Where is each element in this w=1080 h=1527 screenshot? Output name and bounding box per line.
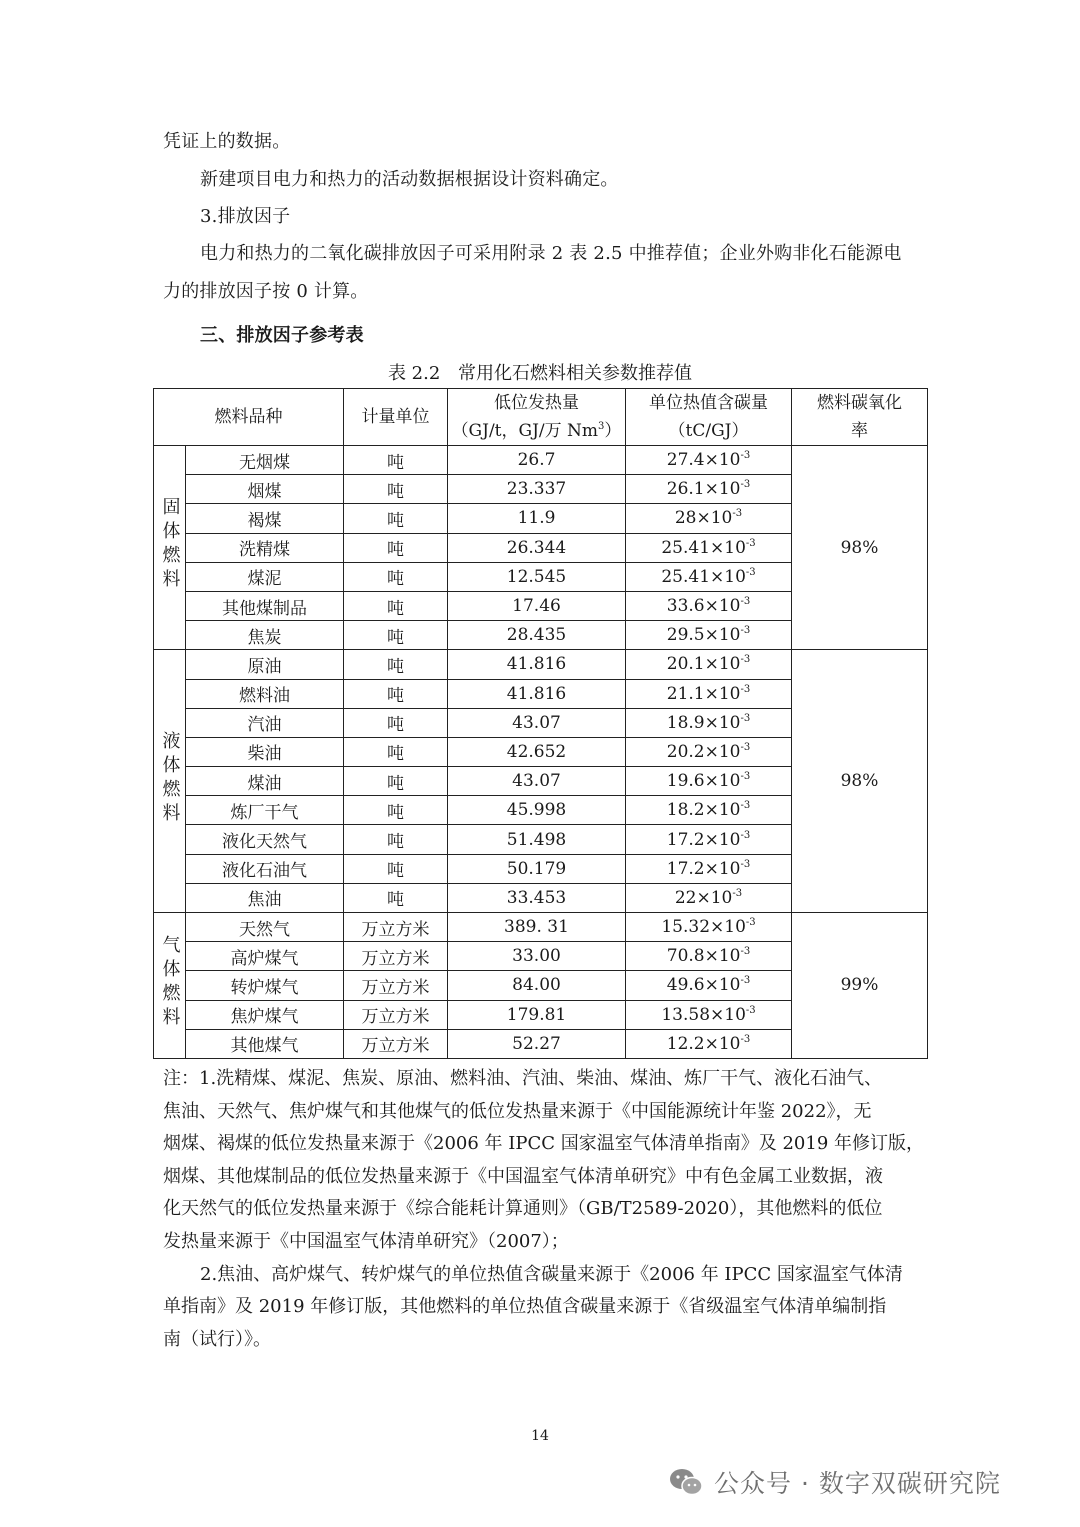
unit-cell: 吨: [344, 737, 448, 766]
header-unit: 计量单位: [344, 389, 448, 446]
fuel-name-cell: 其他煤制品: [186, 591, 344, 620]
fuel-name-cell: 炼厂干气: [186, 796, 344, 825]
unit-cell: 吨: [344, 533, 448, 562]
unit-cell: 万立方米: [344, 1029, 448, 1058]
ncv-cell: 50.179: [448, 854, 626, 883]
category-cell: 气体燃料: [154, 913, 186, 1059]
oxidation-rate-cell: 99%: [792, 913, 928, 1059]
fuel-name-cell: 燃料油: [186, 679, 344, 708]
fuel-name-cell: 高炉煤气: [186, 942, 344, 971]
fuel-name-cell: 煤油: [186, 767, 344, 796]
unit-cell: 吨: [344, 679, 448, 708]
unit-cell: 万立方米: [344, 1000, 448, 1029]
ncv-cell: 17.46: [448, 591, 626, 620]
note-line-8: 单指南》及 2019 年修订版，其他燃料的单位热值含碳量来源于《省级温室气体清单编制指: [163, 1296, 887, 1317]
fuel-name-cell: 汽油: [186, 708, 344, 737]
table-row: [154, 650, 928, 679]
page-number: 14: [531, 1428, 549, 1444]
watermark: [668, 1462, 1001, 1502]
carbon-content-cell: $17.2\times 10^{-3}$: [626, 825, 792, 854]
carbon-content-cell: $22\times 10^{-3}$: [626, 883, 792, 912]
body-line-3: 3.排放因子: [200, 206, 291, 227]
oxidation-rate-cell: 98%: [792, 446, 928, 650]
carbon-content-cell: $49.6\times 10^{-3}$: [626, 971, 792, 1000]
fuel-name-cell: 煤泥: [186, 562, 344, 591]
carbon-content-cell: $29.5\times 10^{-3}$: [626, 621, 792, 650]
carbon-content-cell: $33.6\times 10^{-3}$: [626, 591, 792, 620]
fuel-name-cell: 转炉煤气: [186, 971, 344, 1000]
fuel-name-cell: 洗精煤: [186, 533, 344, 562]
header-ncv-line2: （GJ/t，GJ/万 Nm$^3$）: [451, 421, 622, 441]
fuel-name-cell: 液化天然气: [186, 825, 344, 854]
ncv-cell: 33.00: [448, 942, 626, 971]
unit-cell: 吨: [344, 621, 448, 650]
ncv-cell: 12.545: [448, 562, 626, 591]
unit-cell: 吨: [344, 796, 448, 825]
carbon-content-cell: $21.1\times 10^{-3}$: [626, 679, 792, 708]
ncv-cell: 43.07: [448, 767, 626, 796]
table-caption-number: 表 2.2: [387, 363, 441, 384]
carbon-content-cell: $20.1\times 10^{-3}$: [626, 650, 792, 679]
note-line-4: 烟煤、其他煤制品的低位发热量来源于《中国温室气体清单研究》中有色金属工业数据，液: [163, 1166, 883, 1187]
header-cc-line1: 单位热值含碳量: [649, 393, 768, 413]
carbon-content-cell: $20.2\times 10^{-3}$: [626, 737, 792, 766]
header-ncv: [448, 389, 626, 446]
ncv-cell: 41.816: [448, 679, 626, 708]
unit-cell: 万立方米: [344, 942, 448, 971]
ncv-cell: 41.816: [448, 650, 626, 679]
ncv-cell: 51.498: [448, 825, 626, 854]
fuel-name-cell: 无烟煤: [186, 446, 344, 475]
carbon-content-cell: $70.8\times 10^{-3}$: [626, 942, 792, 971]
body-line-5: 力的排放因子按 0 计算。: [163, 281, 369, 302]
fuel-name-cell: 原油: [186, 650, 344, 679]
unit-cell: 万立方米: [344, 971, 448, 1000]
unit-cell: 吨: [344, 767, 448, 796]
fuel-name-cell: 焦炭: [186, 621, 344, 650]
note-line-5: 化天然气的低位发热量来源于《综合能耗计算通则》（GB/T2589-2020），其他燃料的低位: [163, 1198, 883, 1219]
carbon-content-cell: $26.1\times 10^{-3}$: [626, 475, 792, 504]
table-header-row: [154, 389, 928, 446]
section-heading: 三、排放因子参考表: [200, 325, 364, 346]
fuel-name-cell: 柴油: [186, 737, 344, 766]
header-ncv-line1: 低位发热量: [494, 393, 579, 413]
unit-cell: 吨: [344, 854, 448, 883]
table-body: [154, 446, 928, 1059]
table-row: [154, 913, 928, 942]
unit-cell: 吨: [344, 708, 448, 737]
carbon-content-cell: $12.2\times 10^{-3}$: [626, 1029, 792, 1058]
ncv-cell: 43.07: [448, 708, 626, 737]
header-cc-line2: （tC/GJ）: [668, 421, 749, 441]
unit-cell: 吨: [344, 591, 448, 620]
ncv-cell: 52.27: [448, 1029, 626, 1058]
carbon-content-cell: $27.4\times 10^{-3}$: [626, 446, 792, 475]
watermark-text: 公众号 · 数字双碳研究院: [714, 1469, 1001, 1498]
header-ox-line2: 率: [851, 421, 868, 441]
fuel-name-cell: 焦炉煤气: [186, 1000, 344, 1029]
carbon-content-cell: $19.6\times 10^{-3}$: [626, 767, 792, 796]
body-line-2: 新建项目电力和热力的活动数据根据设计资料确定。: [200, 169, 619, 190]
ncv-cell: 45.998: [448, 796, 626, 825]
ncv-cell: 389. 31: [448, 913, 626, 942]
carbon-content-cell: $15.32\times 10^{-3}$: [626, 913, 792, 942]
fuel-name-cell: 其他煤气: [186, 1029, 344, 1058]
note-line-1: 注：1.洗精煤、煤泥、焦炭、原油、燃料油、汽油、柴油、煤油、炼厂干气、液化石油气、: [163, 1068, 883, 1089]
category-cell: 液体燃料: [154, 650, 186, 913]
ncv-cell: 23.337: [448, 475, 626, 504]
ncv-cell: 28.435: [448, 621, 626, 650]
header-carbon-content: [626, 389, 792, 446]
carbon-content-cell: $13.58\times 10^{-3}$: [626, 1000, 792, 1029]
unit-cell: 吨: [344, 475, 448, 504]
table-caption-title: 常用化石燃料相关参数推荐值: [458, 363, 693, 384]
body-line-4: 电力和热力的二氧化碳排放因子可采用附录 2 表 2.5 中推荐值；企业外购非化石能源电: [200, 243, 902, 264]
fuel-name-cell: 焦油: [186, 883, 344, 912]
carbon-content-cell: $28\times 10^{-3}$: [626, 504, 792, 533]
table-row: [154, 446, 928, 475]
unit-cell: 万立方米: [344, 913, 448, 942]
carbon-content-cell: $18.9\times 10^{-3}$: [626, 708, 792, 737]
unit-cell: 吨: [344, 446, 448, 475]
header-ox-line1: 燃料碳氧化: [817, 393, 902, 413]
note-line-9: 南（试行）》。: [163, 1329, 271, 1350]
wechat-icon: [668, 1467, 704, 1497]
note-line-3: 烟煤、褐煤的低位发热量来源于《2006 年 IPCC 国家温室气体清单指南》及 2019 年修订版，: [163, 1133, 924, 1154]
unit-cell: 吨: [344, 825, 448, 854]
fuel-parameter-table: [153, 388, 928, 1059]
unit-cell: 吨: [344, 504, 448, 533]
unit-cell: 吨: [344, 650, 448, 679]
unit-cell: 吨: [344, 562, 448, 591]
note-line-6: 发热量来源于《中国温室气体清单研究》（2007）；: [163, 1231, 569, 1252]
carbon-content-cell: $17.2\times 10^{-3}$: [626, 854, 792, 883]
carbon-content-cell: $25.41\times 10^{-3}$: [626, 562, 792, 591]
ncv-cell: 42.652: [448, 737, 626, 766]
unit-cell: 吨: [344, 883, 448, 912]
header-oxidation: [792, 389, 928, 446]
fuel-name-cell: 烟煤: [186, 475, 344, 504]
ncv-cell: 84.00: [448, 971, 626, 1000]
fuel-name-cell: 天然气: [186, 913, 344, 942]
oxidation-rate-cell: 98%: [792, 650, 928, 913]
note-line-2: 焦油、天然气、焦炉煤气和其他煤气的低位发热量来源于《中国能源统计年鉴 2022》，无: [163, 1101, 872, 1122]
fuel-name-cell: 液化石油气: [186, 854, 344, 883]
note-line-7: 2.焦油、高炉煤气、转炉煤气的单位热值含碳量来源于《2006 年 IPCC 国家温室气体清: [200, 1264, 903, 1285]
carbon-content-cell: $18.2\times 10^{-3}$: [626, 796, 792, 825]
body-line-1: 凭证上的数据。: [163, 131, 291, 152]
ncv-cell: 11.9: [448, 504, 626, 533]
fuel-name-cell: 褐煤: [186, 504, 344, 533]
header-fuel: 燃料品种: [154, 389, 344, 446]
ncv-cell: 179.81: [448, 1000, 626, 1029]
carbon-content-cell: $25.41\times 10^{-3}$: [626, 533, 792, 562]
table-caption: [0, 362, 1080, 386]
ncv-cell: 26.7: [448, 446, 626, 475]
category-cell: 固体燃料: [154, 446, 186, 650]
ncv-cell: 26.344: [448, 533, 626, 562]
ncv-cell: 33.453: [448, 883, 626, 912]
